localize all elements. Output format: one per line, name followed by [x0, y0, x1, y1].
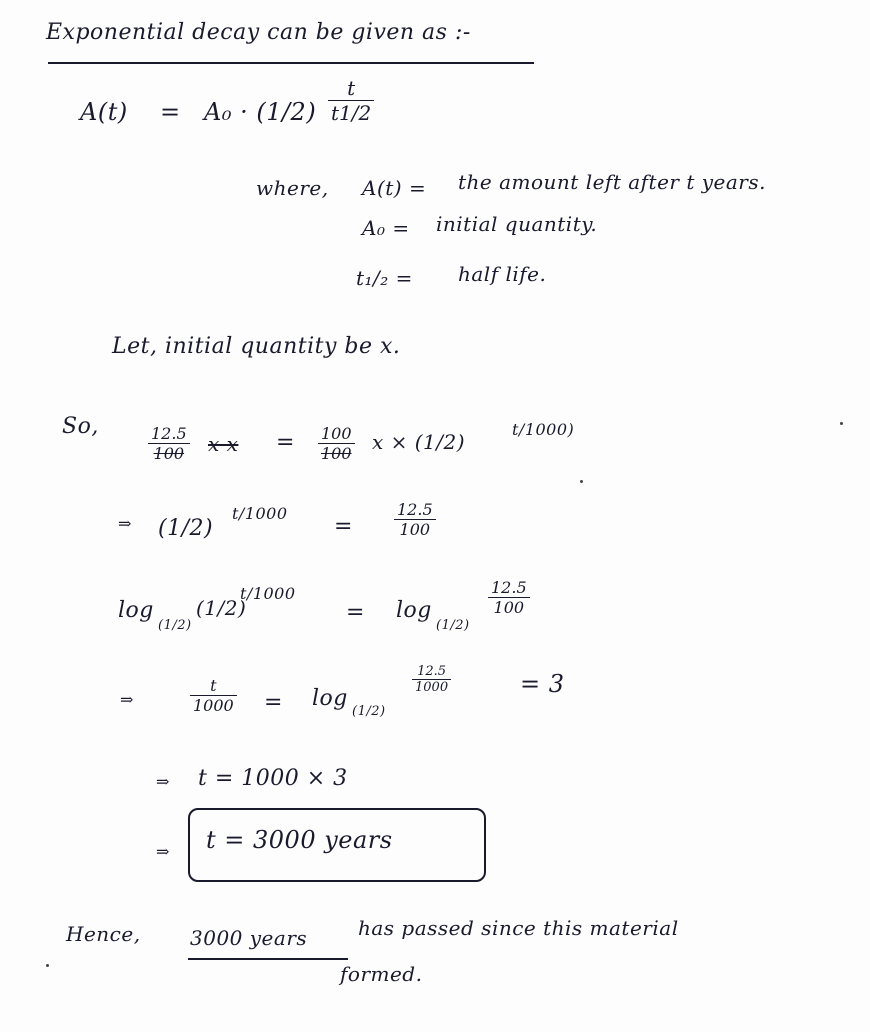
heading-underline [48, 62, 534, 64]
def-sym-1: A(t) = [362, 176, 427, 200]
step4-log: log [312, 686, 348, 711]
scan-dot [840, 422, 843, 425]
step1-left-den: 100 [148, 443, 190, 463]
exponent-den: t1/2 [328, 100, 374, 125]
answer-underlined: 3000 years [190, 926, 308, 950]
step1-right-frac [318, 424, 355, 463]
step2-lhs: (1/2) [158, 516, 214, 541]
formula-exponent [328, 76, 374, 125]
step1-right-num: 100 [321, 424, 352, 443]
def-meaning-3: half life. [458, 262, 547, 286]
formula-rhs: A₀ · (1/2) [204, 98, 317, 126]
scan-dot [46, 964, 49, 967]
step5-arrow: ⇒ [156, 772, 170, 791]
def-meaning-2: initial quantity. [436, 212, 598, 236]
def-sym-3: t₁/₂ = [356, 266, 413, 290]
step2-eq: = [334, 514, 353, 539]
step1-right-tail: x × (1/2) [372, 430, 466, 454]
step5-text: t = 1000 × 3 [198, 766, 348, 791]
step3-log-right: log [396, 598, 432, 623]
step3-log-right-base: (1/2) [436, 618, 470, 633]
step6-arrow: ⇒ [156, 842, 170, 861]
step1-right-den: 100 [318, 443, 355, 463]
step3-eq: = [346, 600, 365, 625]
step4-left-den: 1000 [190, 695, 237, 715]
let-line: Let, initial quantity be x. [112, 334, 401, 359]
step3-log-left-base: (1/2) [158, 618, 192, 633]
conclusion-line2: formed. [340, 962, 423, 986]
step4-arrow: ⇒ [120, 690, 134, 709]
step4-rhs-frac [412, 664, 451, 695]
step4-eq: = [264, 690, 283, 715]
heading: Exponential decay can be given as :- [46, 20, 471, 45]
step4-left-num: t [210, 676, 217, 695]
step3-left-exp: t/1000 [240, 584, 296, 603]
formula-eq: = [160, 98, 181, 126]
step6-text: t = 3000 years [206, 826, 393, 854]
step1-left-frac [148, 424, 190, 463]
def-meaning-1: the amount left after t years. [458, 170, 766, 194]
step3-rhs-num: 12.5 [491, 578, 527, 597]
so-label: So, [62, 414, 99, 439]
exponent-num: t [347, 76, 356, 100]
step2-rhs-num: 12.5 [397, 500, 433, 519]
step4-rhs-den: 1000 [412, 679, 451, 695]
step1-eq: = [276, 430, 295, 455]
step4-log-base: (1/2) [352, 704, 386, 719]
step4-result: = 3 [520, 670, 565, 698]
hence-label: Hence, [66, 922, 141, 946]
conclusion-rest: has passed since this material [358, 916, 679, 940]
scan-dot [580, 480, 583, 483]
step4-rhs-num: 12.5 [417, 664, 447, 679]
step2-rhs-frac [394, 500, 436, 539]
step2-rhs-den: 100 [394, 519, 436, 539]
answer-underline [188, 958, 348, 960]
def-sym-2: A₀ = [362, 216, 410, 240]
step3-rhs-frac [488, 578, 530, 617]
step2-lhs-exp: t/1000 [232, 504, 288, 523]
step1-left-x: x x [208, 432, 239, 456]
step1-right-exp: t/1000) [512, 420, 575, 439]
step2-arrow: ⇒ [118, 514, 132, 533]
step1-left-num: 12.5 [151, 424, 187, 443]
formula-lhs: A(t) [80, 98, 128, 126]
where-label: where, [256, 176, 329, 200]
step4-left-frac [190, 676, 237, 715]
step3-left-arg: (1/2) [196, 596, 247, 620]
step3-log-left: log [118, 598, 154, 623]
step3-rhs-den: 100 [488, 597, 530, 617]
